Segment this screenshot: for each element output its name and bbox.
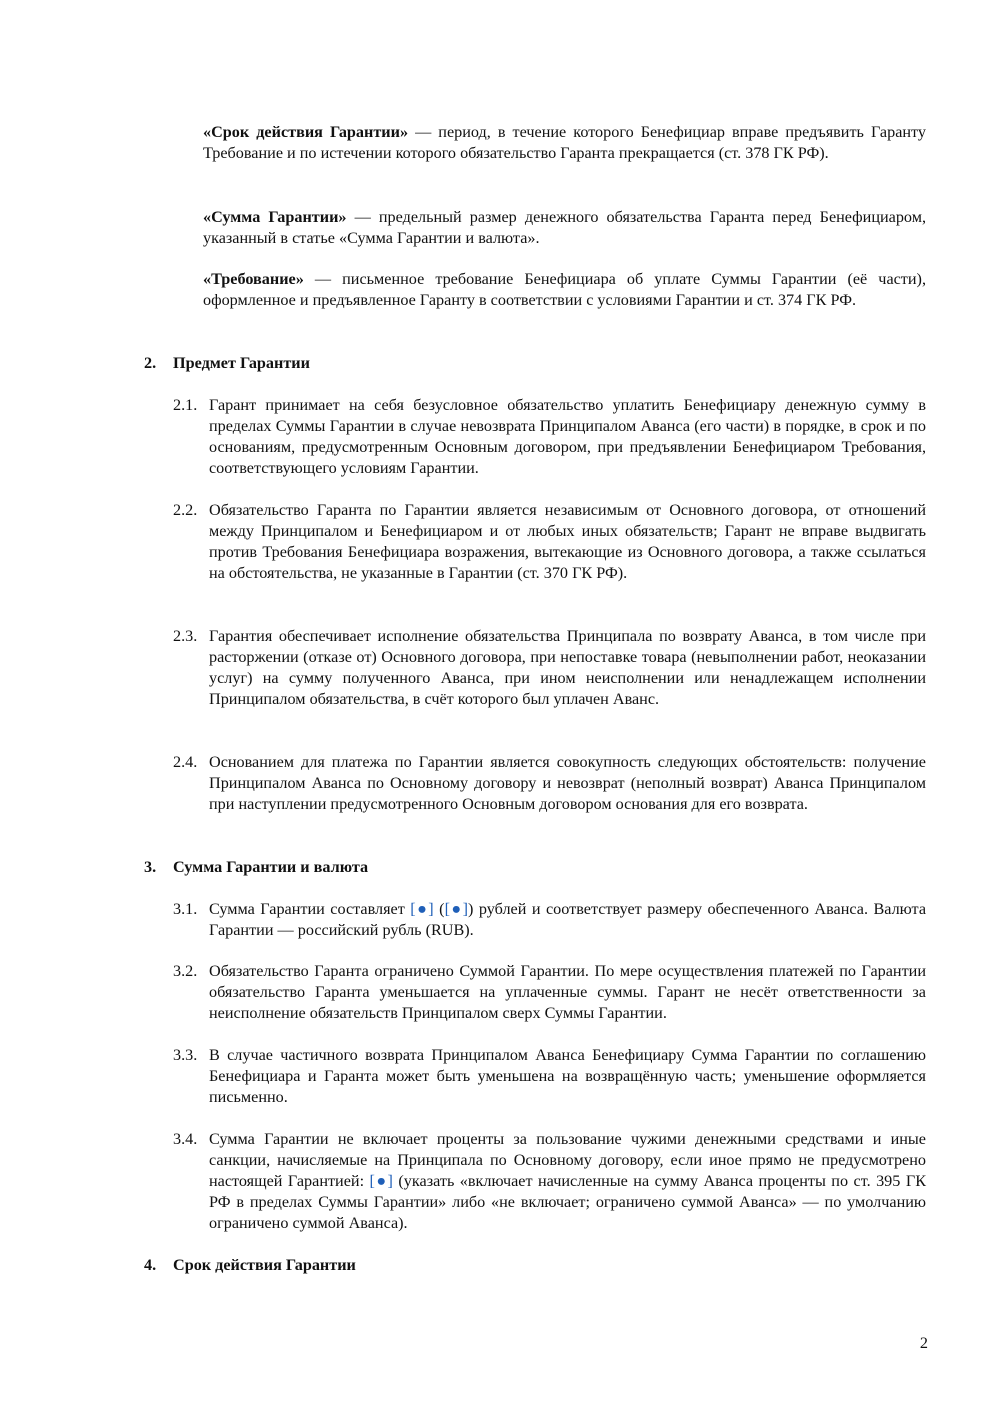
clause-number: 2.4. — [173, 753, 198, 771]
clause — [173, 500, 926, 584]
definition-guarantee-amount — [203, 207, 926, 249]
section-number: 2. — [144, 354, 157, 372]
clause-number: 3.1. — [173, 900, 198, 918]
page-number: 2 — [919, 1334, 928, 1352]
clause-text-part: (указать «включает начисленные на сумму Аванса проценты по ст. 395 ГК РФ в пределах Суммы Гарантии» либо «не включает; ограничено суммой Аванса» — по умолчанию ограничено суммой Аванса). — [209, 1172, 926, 1232]
clause-text — [209, 1129, 926, 1234]
section-heading — [144, 1255, 926, 1276]
clause-number: 2.3. — [173, 627, 198, 645]
clause-text: Гарант принимает на себя безусловное обязательство уплатить Бенефициару денежную сумму в пределах Суммы Гарантии в случае невозврата Принципалом Аванса (его части) в порядке, в срок и по основаниям, предусмотренным Основным договором, при предъявлении Бенефициаром Требования, соответствующего условиям Гарантии. — [209, 396, 926, 477]
definition-text: — предельный размер денежного обязательства Гаранта перед Бенефициаром, указанный в статье «Сумма Гарантии и валюта». — [203, 208, 927, 247]
clause — [173, 626, 926, 710]
placeholder-amount: [●] — [410, 900, 434, 918]
definition-term: «Сумма Гарантии» — [203, 208, 347, 226]
section-number: 4. — [144, 1256, 157, 1274]
clause-number: 3.3. — [173, 1046, 198, 1064]
section-title: Срок действия Гарантии — [173, 1256, 356, 1274]
clause-text-part: ) рублей и соответствует размеру обеспеченного Аванса. Валюта Гарантии — российский рубль (RUB). — [209, 900, 927, 939]
section-heading — [144, 353, 926, 374]
clause-text — [209, 899, 926, 941]
definition-text: — период, в течение которого Бенефициар вправе предъявить Гаранту Требование и по истечении которого обязательство Гаранта прекращается (ст. 378 ГК РФ). — [203, 123, 926, 162]
clause-text-part: Сумма Гарантии составляет — [209, 900, 411, 918]
clause-number: 2.1. — [173, 396, 198, 414]
clause-text: Обязательство Гаранта по Гарантии является независимым от Основного договора, от отношений между Принципалом и Бенефициаром и от любых иных обязательств; Гарант не вправе выдвигать против Требования Бенефициара возражения, вытекающие из Основного договора, а также ссылаться на обстоятельства, не указанные в Гарантии (ст. 370 ГК РФ). — [209, 501, 926, 582]
clause-text: Гарантия обеспечивает исполнение обязательства Принципала по возврату Аванса, в том числе при расторжении (отказе от) Основного договора, при непоставке товара (невыполнении работ, неоказании услуг) на сумму полученного Аванса, при ином неисполнении или ненадлежащем исполнении Принципалом обязательства, в счёт которого был уплачен Аванс. — [209, 627, 926, 708]
definition-demand — [203, 269, 926, 311]
definition-validity-period — [203, 122, 926, 164]
clause — [173, 752, 926, 815]
clause-text: Основанием для платежа по Гарантии является совокупность следующих обстоятельств: получение Принципалом Аванса по Основному договору и невозврат (неполный возврат) Аванса Принципалом при наступлении предусмотренного Основным договором основания для его возврата. — [209, 753, 926, 813]
placeholder-interest-option: [●] — [369, 1172, 393, 1190]
clause-text: Обязательство Гаранта ограничено Суммой Гарантии. По мере осуществления платежей по Гарантии обязательство Гаранта уменьшается на уплаченные суммы. Гарант не несёт ответственности за неисполнение обязательств Принципалом сверх Суммы Гарантии. — [209, 962, 926, 1022]
clause-number: 2.2. — [173, 501, 198, 519]
definition-term: «Срок действия Гарантии» — [203, 123, 409, 141]
section-heading — [144, 857, 926, 878]
clause — [173, 899, 926, 941]
definition-term: «Требование» — [203, 270, 304, 288]
section-number: 3. — [144, 858, 157, 876]
section-title: Сумма Гарантии и валюта — [173, 858, 369, 876]
placeholder-amount-words: [●] — [444, 900, 468, 918]
clause-number: 3.4. — [173, 1130, 198, 1148]
clause — [173, 395, 926, 479]
clause — [173, 1045, 926, 1108]
definition-text: — письменное требование Бенефициара об уплате Суммы Гарантии (её части), оформленное и предъявленное Гаранту в соответствии с условиями Гарантии и ст. 374 ГК РФ. — [203, 270, 926, 309]
clause-text-part: Сумма Гарантии не включает проценты за пользование чужими денежными средствами и иные санкции, начисляемые на Принципала по Основному договору, если иное прямо не предусмотрено настоящей Гарантией: — [209, 1130, 926, 1190]
clause-text-part: ( — [433, 900, 445, 918]
section-title: Предмет Гарантии — [173, 354, 310, 372]
clause-text: В случае частичного возврата Принципалом Аванса Бенефициару Сумма Гарантии по соглашению Бенефициара и Гаранта может быть уменьшена на возвращённую часть; уменьшение оформляется письменно. — [209, 1046, 926, 1106]
clause-number: 3.2. — [173, 962, 198, 980]
clause — [173, 1129, 926, 1234]
clause — [173, 961, 926, 1024]
